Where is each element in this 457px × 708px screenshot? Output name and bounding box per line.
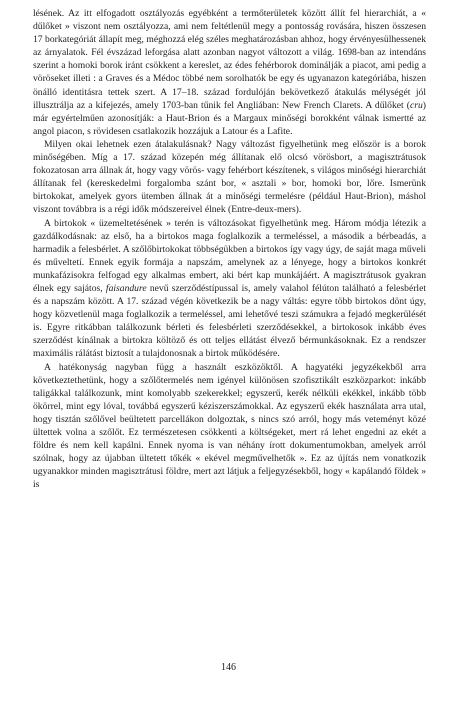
paragraph-1 xyxy=(33,7,426,138)
paragraph-3 xyxy=(33,217,426,361)
paragraph-2 xyxy=(33,138,426,217)
paragraph-3-text: A birtokok « üzemeltetésének » terén is változásokat figyelhetünk meg. Három módja létezik a gazdálkodásnak: az első, ha a birtokos maga foglalkozik a termeléssel, a második a bérbeadás, a harmadik a felesbérlet. A szőlőbirtokokat többségükben a birtokos így vagy úgy, de saját maga műveli és műveltetí. Ennek egyik formája a napszám, amelynek az a lényege, hogy a birtokos konkrét munkafázisokra felfogad egy alkalmas embert, aki bért kap munkájáért. A magisztrátusok gyakran élnek egy sajátos, faisandure nevű szerződéstípussal is, amely valahol félúton található a felesbérlet és a napszám között. A 17. század végén következik be a nagy váltás: egyre több birtokos dönt úgy, hogy közvetlenül maga foglalkozik a termeléssel, ami lehetővé teszi számukra a fejadó megkerülését is. Egyre ritkábban találkozunk bérleti és felesbérleti szerződésekkel, a birtokosok inkább éves szerződést kínálnak a birtokra költöző és ott teljes ellátást élvező bérmunkásoknak. Ez a rendszer maximális rálátást biztosít a tulajdonosnak a birtok működésére. xyxy=(33,217,426,360)
body-text xyxy=(33,7,426,491)
italic-term: faisandure xyxy=(105,282,147,294)
paragraph-4-text: A hatékonyság nagyban függ a használt eszközöktől. A hagyatéki jegyzékekből arra következtethetünk, hogy a szőlőtermelés nem igényel különösen szofisztikált eszközparkot: inkább taligákkal találkozunk, mint komolyabb szekerekkel; egyszerű, kerék nélküli ekékkel, inkább több ökörrel, mint egy lóval, továbbá egyszerű kéziszerszámokkal. Az egyszerű ekék használata arra utal, hogy tisztán szőlővel beültetett parcellákon dolgoztak, s nincs szó arról, hogy más veteményt közé ültettek volna a szőlőt. Ez természetesen csökkenti a költségeket, mert rá lehet engedni az ekét a földre és nem kell kapálni. Ennek nyoma is van néhány írott dokumentumokban, amelyek arról szólnak, hogy az újabban ültetett tőkék « ekével megművelhetők ». Ez az újítás nem vonatkozik ugyanakkor minden magisztrátusi földre, mert azt látjuk a feljegyzésekből, hogy « kapálandó földek » is xyxy=(33,361,426,491)
italic-term: cru xyxy=(410,99,423,111)
paragraph-1-text: lésének. Az itt elfogadott osztályozás egyébként a termőterületek között állít fel hierarchiát, a « dűlőket » viszont nem osztályozza, ami nem feltétlenül megy a pontosság rovására, hiszen összesen 17 borkategóriát állapít meg, méghozzá elég széles meghatározásban ahhoz, hogy érvényesülhessenek az árnyalatok. Fél évszázad leforgása alatt azonban nagyot változott a világ. 1698-ban az intendáns szerint a homoki borok iránt csökkent a kereslet, az édes fehérborok dominálják a piacot, ami pedig a vöröseket illeti : a Graves és a Médoc többé nem sorolhatók be egy és ugyanazon kategóriába, hiszen önálló identitásra tettek szert. A 17–18. század fordulóján bekövetkező átakulás mélységét jól illusztrálja az a kifejezés, amely 1703-ban tűnik fel Angliában: New French Clarets. A dűlőket (cru) már egyértelműen azonosítják: a Haut-Brion és a Margaux minőségi borokként válnak ismertté az angol piacon, s rövidesen csatlakozik hozzájuk a Latour és a Lafite. xyxy=(33,8,426,137)
paragraph-2-text: Milyen okai lehetnek ezen átalakulásnak? Nagy változást figyelhetünk meg először is a borok minőségében. Míg a 17. század közepén még állítanak elő olcsó vörösbort, a magisztrátusok fokozatosan arra állnak át, hogy vagy vörös- vagy fehérbort készítenek, s világos minőségi hierarchiát állítanak fel (kereskedelmi forgalomba szánt bor, « asztali » bor, homoki bor, lőre. Ismerünk birtokokat, amelyek gyors ütemben állnak át a minőségi termelésre (például Haut-Brion), máshol viszont továbbra is a régi idők módszereivel élnek (Entre-deux-mers). xyxy=(33,138,426,216)
paragraph-4 xyxy=(33,361,426,492)
page-number: 146 xyxy=(221,662,236,673)
